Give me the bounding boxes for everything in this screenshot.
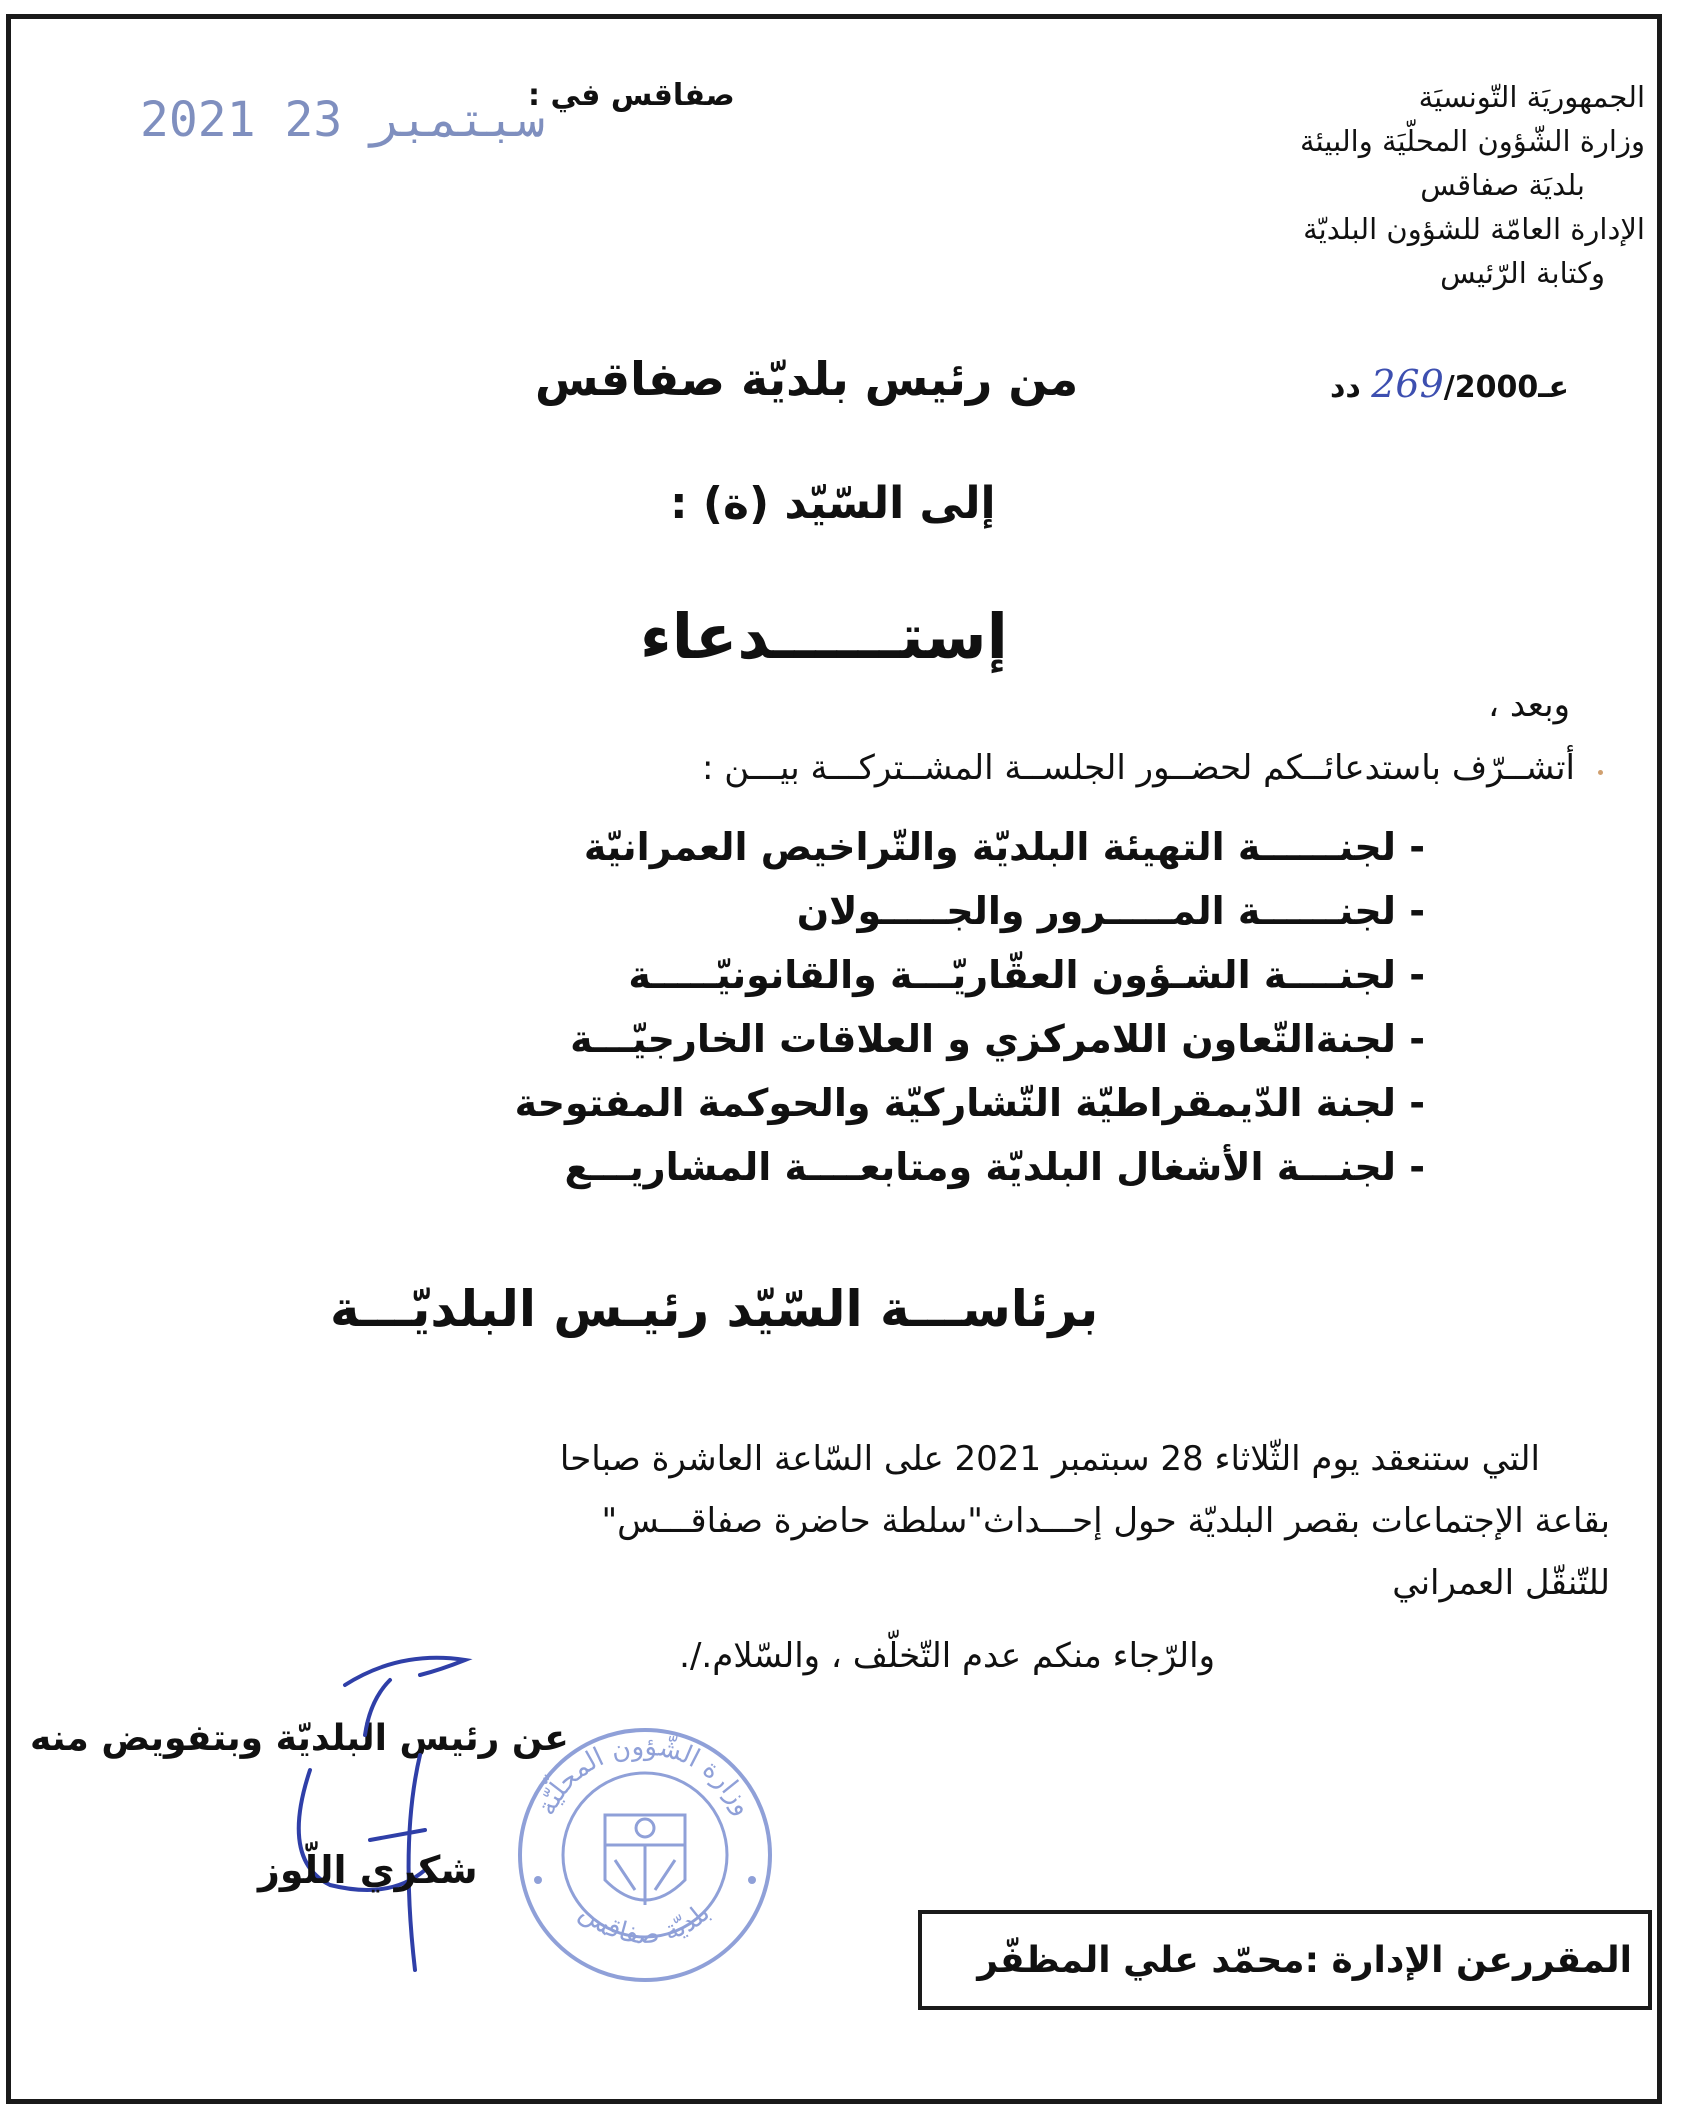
reference-handwritten-number: 269: [1371, 362, 1444, 406]
seal-top-text: وزارة الشّؤون المحلّيّة: [531, 1731, 759, 1821]
meeting-details: [130, 1428, 1610, 1614]
list-item: - لجنة الدّيمقراطيّة التّشاركيّة والحوكمة المفتوحة: [514, 1081, 1425, 1125]
margin-dot: [1598, 770, 1603, 775]
reference-prefix: عـ: [1538, 370, 1569, 405]
intro-sentence: أتشــرّف باستدعائــكم لحضــور الجلســة المشــتركـــة بيـــن :: [701, 748, 1575, 788]
letterhead: [1085, 75, 1645, 295]
reference-suffix: /2000 دد: [1330, 370, 1539, 405]
to-line: إلى السّيّد (ة) :: [670, 478, 996, 529]
list-item: - لجنــــة الشـؤون العقّاريّـــة والقانونيّـــــة: [628, 953, 1425, 997]
document-title: إستــــــدعاء: [640, 600, 1008, 673]
letterhead-republic: الجمهوريَة التّونسيَة: [1418, 80, 1645, 114]
from-line: من رئيس بلديّة صفاقس: [535, 352, 1079, 406]
place-label: صفاقس في :: [528, 78, 735, 113]
letterhead-directorate: الإدارة العامّة للشؤون البلديّة: [1303, 212, 1645, 246]
list-item: - لجنــــــة التهيئة البلديّة والتّراخيص العمرانيّة: [583, 825, 1425, 869]
list-item: - لجنةالتّعاون اللامركزي و العلاقات الخارجيّـــة: [570, 1017, 1425, 1061]
tunisia-emblem-icon: [605, 1815, 685, 1905]
meeting-subject-line: للتّنقّل العمراني: [1392, 1563, 1610, 1603]
official-seal: [510, 1720, 780, 1990]
signer-name: شكري اللّوز: [258, 1848, 478, 1892]
list-item: - لجنـــة الأشغال البلديّة ومتابعــــة المشاريـــع: [564, 1145, 1425, 1189]
committee-list: [425, 815, 1425, 1199]
chair-line: برئاســـة السّيّد رئيـس البلديّـــة: [330, 1280, 1099, 1338]
delegation-line: عن رئيس البلديّة وبتفويض منه: [30, 1718, 569, 1759]
meeting-location-line: بقاعة الإجتماعات بقصر البلديّة حول إحـــداث"سلطة حاضرة صفاقـــس": [601, 1501, 1610, 1541]
letterhead-municipality: بلديَة صفاقس: [1420, 168, 1585, 202]
letterhead-secretariat: وكتابة الرّئيس: [1440, 256, 1605, 290]
date-stamp: 2021 سبتمبر 23: [140, 92, 545, 148]
rapporteur-label: المقررعن الإدارة :محمّد علي المظفّر: [977, 1939, 1632, 1981]
rapporteur-box: [918, 1910, 1652, 2010]
reference-number: [1330, 362, 1569, 406]
letterhead-ministry: وزارة الشّؤون المحلّيَة والبيئة: [1300, 124, 1645, 158]
greeting: وبعد ،: [1488, 685, 1570, 725]
seal-bottom-text: بلديّة صفاقس: [573, 1897, 717, 1951]
closing-line: والرّجاء منكم عدم التّخلّف ، والسّلام./.: [679, 1636, 1215, 1676]
signature-mark: [250, 1640, 510, 1980]
list-item: - لجنــــــة المـــــرور والجـــــولان: [796, 889, 1425, 933]
meeting-date-line: التي ستنعقد يوم الثّلاثاء 28 سبتمبر 2021 على السّاعة العاشرة صباحا: [559, 1439, 1540, 1479]
